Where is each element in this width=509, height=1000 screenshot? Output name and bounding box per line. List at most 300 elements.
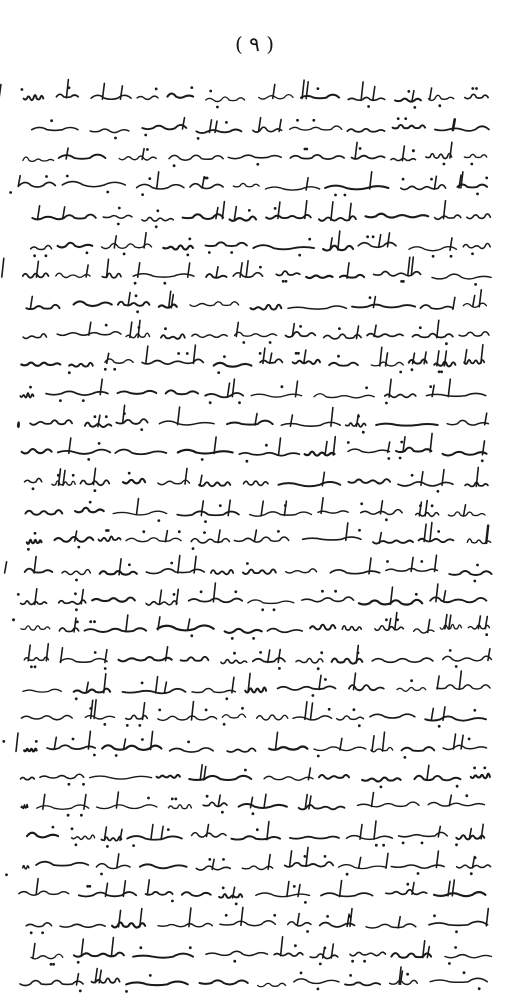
letter-stroke <box>331 408 333 427</box>
diacritic-dot <box>259 266 262 269</box>
diacritic-dot <box>93 620 96 623</box>
letter-stroke <box>183 118 185 129</box>
diacritic-dot <box>94 489 97 492</box>
handwritten-word <box>399 832 448 836</box>
diacritic-dot <box>142 530 145 533</box>
handwritten-word <box>286 569 317 573</box>
handwritten-word <box>140 864 187 868</box>
diacritic-dot <box>259 651 262 654</box>
diacritic-dot <box>52 963 55 966</box>
diacritic-dot <box>406 883 409 886</box>
handwritten-word <box>97 805 157 809</box>
diacritic-dot <box>478 987 481 990</box>
handwritten-word <box>285 862 334 867</box>
letter-stroke <box>34 557 36 574</box>
letter-stroke <box>102 83 104 99</box>
handwritten-word <box>92 598 135 602</box>
diacritic-dot <box>299 325 302 328</box>
handwritten-word <box>23 689 61 692</box>
diacritic-dot <box>437 490 440 493</box>
handwritten-word <box>166 390 199 394</box>
diacritic-dot <box>9 191 12 194</box>
diacritic-dot <box>86 251 89 254</box>
letter-stroke <box>464 505 466 516</box>
diacritic-dot <box>319 963 322 966</box>
letter-stroke <box>383 732 385 751</box>
letter-stroke <box>389 379 391 397</box>
handwritten-word <box>40 774 84 778</box>
letter-stroke <box>325 442 327 456</box>
handwritten-word <box>463 303 486 307</box>
letter-stroke <box>340 881 342 897</box>
handwritten-word <box>21 777 35 779</box>
diacritic-dot <box>222 858 225 861</box>
diacritic-dot <box>483 767 486 770</box>
diacritic-dot <box>337 355 340 358</box>
handwritten-word <box>168 805 191 809</box>
letter-stroke <box>297 914 299 926</box>
diacritic-dot <box>138 326 141 329</box>
manuscript-line <box>22 433 487 462</box>
manuscript-line <box>0 765 490 789</box>
handwritten-word <box>115 450 166 455</box>
diacritic-dot <box>117 223 120 226</box>
handwritten-word <box>25 510 62 515</box>
handwritten-word <box>310 625 335 630</box>
diacritic-dot <box>402 178 405 181</box>
diacritic-dot <box>225 914 228 917</box>
diacritic-dot <box>456 785 459 788</box>
handwritten-word <box>443 745 487 749</box>
handwritten-word <box>347 836 393 840</box>
letter-stroke <box>147 880 149 895</box>
letter-stroke <box>128 293 130 306</box>
handwritten-word <box>239 804 287 808</box>
handwritten-word <box>256 893 310 897</box>
letter-stroke <box>222 202 224 219</box>
letter-stroke <box>5 562 7 573</box>
diacritic-dot <box>187 741 190 744</box>
diacritic-dot <box>50 963 53 966</box>
manuscript-line <box>0 80 488 109</box>
manuscript-line <box>26 290 486 313</box>
letter-stroke <box>419 502 421 516</box>
diacritic-dot <box>173 164 176 167</box>
handwritten-word <box>449 571 491 575</box>
letter-stroke <box>218 530 220 543</box>
diacritic-dot <box>171 798 174 801</box>
handwritten-word <box>398 482 453 486</box>
manuscript-line <box>2 257 491 286</box>
handwritten-word <box>55 537 94 542</box>
handwritten-word <box>20 980 83 985</box>
diacritic-dot <box>465 794 468 797</box>
letter-stroke <box>360 825 362 840</box>
diacritic-dot <box>27 548 30 551</box>
letter-stroke <box>264 794 266 807</box>
diacritic-dot <box>106 191 109 194</box>
diacritic-dot <box>139 946 142 949</box>
letter-stroke <box>143 703 145 720</box>
diacritic-dot <box>174 798 177 801</box>
diacritic-dot <box>294 944 297 947</box>
letter-stroke <box>201 501 203 516</box>
diacritic-dot <box>190 86 193 89</box>
handwritten-word <box>362 778 400 782</box>
handwritten-word <box>206 951 267 955</box>
diacritic-dot <box>118 207 121 210</box>
diacritic-dot <box>98 442 101 445</box>
letter-stroke <box>176 589 178 604</box>
handwritten-word <box>181 657 209 661</box>
diacritic-dot <box>471 87 474 90</box>
handwritten-word <box>306 276 332 279</box>
manuscript-line <box>17 583 487 611</box>
letter-stroke <box>333 437 335 455</box>
letter-stroke <box>43 794 45 809</box>
handwritten-word <box>227 748 255 752</box>
handwritten-word <box>158 924 212 927</box>
letter-stroke <box>164 682 166 693</box>
diacritic-dot <box>201 458 204 461</box>
diacritic-dot <box>89 501 92 504</box>
diacritic-dot <box>148 177 151 180</box>
diacritic-dot <box>113 368 116 371</box>
diacritic-dot <box>346 873 349 876</box>
letter-stroke <box>200 765 202 780</box>
diacritic-dot <box>208 858 211 861</box>
letter-stroke <box>74 618 76 632</box>
diacritic-dot <box>273 914 276 917</box>
diacritic-dot <box>68 371 71 374</box>
letter-stroke <box>374 325 376 336</box>
handwritten-word <box>90 776 152 779</box>
handwritten-word <box>133 954 193 958</box>
manuscript-line <box>24 644 491 670</box>
letter-stroke <box>331 202 333 220</box>
diacritic-dot <box>242 341 245 344</box>
handwritten-word <box>302 597 354 602</box>
handwritten-word <box>376 424 437 426</box>
diacritic-dot <box>259 352 262 355</box>
handwritten-word <box>127 836 182 840</box>
letter-stroke <box>412 883 414 895</box>
diacritic-dot <box>45 254 48 257</box>
diacritic-dot <box>30 931 33 934</box>
handwritten-word <box>243 569 276 574</box>
handwritten-word <box>22 449 52 453</box>
diacritic-dot <box>75 579 78 582</box>
handwritten-word <box>214 363 252 367</box>
letter-stroke <box>165 531 167 542</box>
letter-stroke <box>443 707 445 720</box>
manuscript-line <box>25 467 488 492</box>
handwritten-word <box>74 301 112 306</box>
diacritic-dot <box>135 294 138 297</box>
diacritic-dot <box>2 740 5 743</box>
diacritic-dot <box>419 504 422 507</box>
diacritic-dot <box>293 885 296 888</box>
diacritic-dot <box>33 254 36 257</box>
letter-stroke <box>459 671 461 689</box>
letter-stroke <box>437 676 439 689</box>
handwritten-word <box>426 393 485 396</box>
diacritic-dot <box>203 531 206 534</box>
manuscript-line <box>31 231 491 258</box>
diacritic-dot <box>238 401 241 404</box>
diacritic-dot <box>256 163 259 166</box>
letter-stroke <box>116 792 118 808</box>
letter-stroke <box>448 379 450 396</box>
handwritten-word <box>429 95 454 100</box>
diacritic-dot <box>367 105 370 108</box>
diacritic-dot <box>190 634 193 637</box>
diacritic-dot <box>79 990 82 993</box>
handwritten-word <box>24 749 36 752</box>
diacritic-dot <box>473 767 476 770</box>
letter-stroke <box>30 296 32 309</box>
handwritten-word <box>137 184 184 189</box>
diacritic-dot <box>306 930 309 933</box>
letter-stroke <box>276 732 278 749</box>
letter-stroke <box>178 556 180 574</box>
handwritten-word <box>253 245 314 249</box>
diacritic-dot <box>351 960 354 963</box>
manuscript-line <box>19 879 486 906</box>
diacritic-dot <box>454 946 457 949</box>
diacritic-dot <box>178 530 181 533</box>
handwritten-word <box>58 450 110 454</box>
diacritic-dot <box>217 371 220 374</box>
letter-stroke <box>355 142 357 158</box>
handwritten-word <box>231 836 280 839</box>
diacritic-dot <box>399 457 402 460</box>
letter-stroke <box>395 613 397 630</box>
handwritten-word <box>21 804 28 808</box>
diacritic-dot <box>419 326 422 329</box>
letter-stroke <box>319 675 321 689</box>
handwritten-word <box>191 539 229 543</box>
handwritten-word <box>23 334 46 339</box>
handwritten-word <box>178 450 233 454</box>
diacritic-dot <box>334 590 337 593</box>
handwritten-word <box>205 393 243 397</box>
diacritic-dot <box>485 177 488 180</box>
handwritten-word <box>443 656 492 661</box>
handwritten-word <box>56 273 90 277</box>
diacritic-dot <box>357 652 360 655</box>
letter-stroke <box>359 857 361 868</box>
letter-stroke <box>185 468 187 484</box>
diacritic-dot <box>321 590 324 593</box>
diacritic-dot <box>74 592 77 595</box>
diacritic-dot <box>382 844 385 847</box>
diacritic-dot <box>30 665 33 668</box>
handwritten-word <box>119 657 172 661</box>
diacritic-dot <box>59 399 62 402</box>
handwritten-word <box>435 126 489 131</box>
diacritic-dot <box>304 901 307 904</box>
handwritten-word <box>103 215 132 218</box>
letter-stroke <box>338 231 340 250</box>
letter-stroke <box>236 322 238 336</box>
diacritic-dot <box>246 460 249 463</box>
handwritten-word <box>253 127 282 132</box>
letter-stroke <box>216 267 218 278</box>
handwritten-word <box>464 154 486 157</box>
diacritic-dot <box>399 371 402 374</box>
handwritten-word <box>276 271 300 275</box>
handwritten-word <box>170 748 214 752</box>
handwritten-word <box>190 184 223 189</box>
handwritten-word <box>294 979 339 984</box>
diacritic-dot <box>164 327 167 330</box>
diacritic-dot <box>82 399 85 402</box>
manuscript-line <box>25 498 485 523</box>
handwritten-word <box>62 570 90 575</box>
handwritten-word <box>137 96 158 99</box>
manuscript-line <box>12 613 489 640</box>
handwritten-word <box>432 274 491 279</box>
diacritic-dot <box>429 385 432 388</box>
handwritten-word <box>167 94 193 98</box>
handwritten-word <box>206 242 247 246</box>
diacritic-dot <box>438 370 441 373</box>
letter-stroke <box>427 947 429 958</box>
handwritten-word <box>459 332 489 336</box>
handwritten-word <box>159 421 214 425</box>
letter-stroke <box>374 821 376 839</box>
diacritic-dot <box>386 560 389 563</box>
handwritten-word <box>79 892 136 896</box>
handwritten-word <box>420 305 453 309</box>
letter-stroke <box>270 353 272 363</box>
handwritten-word <box>235 332 277 336</box>
letter-stroke <box>161 826 163 839</box>
diacritic-dot <box>300 972 303 975</box>
handwritten-word <box>222 714 245 718</box>
diacritic-dot <box>317 87 320 90</box>
diacritic-dot <box>192 547 195 550</box>
handwritten-word <box>146 601 177 605</box>
handwritten-word <box>24 95 44 100</box>
diacritic-dot <box>385 518 388 521</box>
diacritic-dot <box>455 843 458 846</box>
diacritic-dot <box>141 193 144 196</box>
handwritten-word <box>58 243 93 248</box>
letter-stroke <box>2 258 4 277</box>
handwritten-word <box>227 421 273 425</box>
diacritic-dot <box>222 887 225 890</box>
handwritten-word <box>142 125 186 130</box>
handwritten-word <box>177 511 239 515</box>
letter-stroke <box>28 645 30 661</box>
diacritic-dot <box>177 352 180 355</box>
diacritic-dot <box>402 842 405 845</box>
diacritic-dot <box>312 694 315 697</box>
diacritic-dot <box>281 385 284 388</box>
diacritic-dot <box>206 795 209 798</box>
letter-stroke <box>290 851 292 867</box>
diacritic-dot <box>35 740 38 743</box>
handwritten-word <box>443 452 487 456</box>
handwritten-word <box>314 394 374 398</box>
diacritic-dot <box>338 327 341 330</box>
diacritic-dot <box>68 783 71 786</box>
diacritic-dot <box>134 282 137 285</box>
handwritten-word <box>278 686 336 690</box>
handwritten-word <box>85 628 147 632</box>
diacritic-dot <box>385 618 388 621</box>
diacritic-dot <box>430 178 433 181</box>
handwritten-word <box>21 601 47 604</box>
diacritic-dot <box>141 738 144 741</box>
diacritic-dot <box>66 175 69 178</box>
diacritic-dot <box>406 973 409 976</box>
diacritic-dot <box>421 842 424 845</box>
diacritic-dot <box>437 530 440 533</box>
handwritten-word <box>221 660 247 664</box>
diacritic-dot <box>205 709 208 712</box>
diacritic-dot <box>75 608 78 611</box>
handwritten-word <box>325 186 388 190</box>
diacritic-dot <box>128 563 131 566</box>
diacritic-dot <box>132 844 135 847</box>
handwritten-word <box>146 569 204 574</box>
handwritten-word <box>434 892 485 896</box>
diacritic-dot <box>449 649 452 652</box>
diacritic-dot <box>317 755 320 758</box>
letter-stroke <box>54 737 56 749</box>
manuscript-line <box>0 379 486 404</box>
letter-stroke <box>453 297 455 309</box>
diacritic-dot <box>438 725 441 728</box>
diacritic-dot <box>235 903 238 906</box>
diacritic-dot <box>445 342 448 345</box>
diacritic-dot <box>375 844 378 847</box>
letter-stroke <box>473 296 475 307</box>
diacritic-dot <box>312 119 315 122</box>
diacritic-dot <box>100 873 103 876</box>
handwritten-word <box>440 624 461 629</box>
handwritten-word <box>264 776 313 780</box>
handwritten-word <box>352 305 415 308</box>
handwritten-word <box>37 805 89 809</box>
handwritten-word <box>348 479 390 483</box>
diacritic-dot <box>248 209 251 212</box>
handwritten-word <box>337 716 364 720</box>
handwritten-word <box>99 536 121 541</box>
manuscript-line <box>21 345 484 374</box>
manuscript-line <box>21 792 484 817</box>
handwritten-word <box>371 362 403 366</box>
diacritic-dot <box>369 296 372 299</box>
handwritten-word <box>142 217 173 221</box>
diacritic-dot <box>123 253 126 256</box>
handwritten-word <box>75 508 104 512</box>
handwritten-word <box>370 714 415 718</box>
diacritic-dot <box>372 235 375 238</box>
diacritic-dot <box>278 667 281 670</box>
letter-stroke <box>450 238 452 250</box>
diacritic-dot <box>404 756 407 759</box>
letter-stroke <box>59 469 61 485</box>
handwritten-word <box>119 156 156 160</box>
handwritten-word <box>90 129 129 133</box>
handwritten-word <box>225 629 262 633</box>
diacritic-dot <box>157 519 160 522</box>
diacritic-dot <box>470 163 473 166</box>
